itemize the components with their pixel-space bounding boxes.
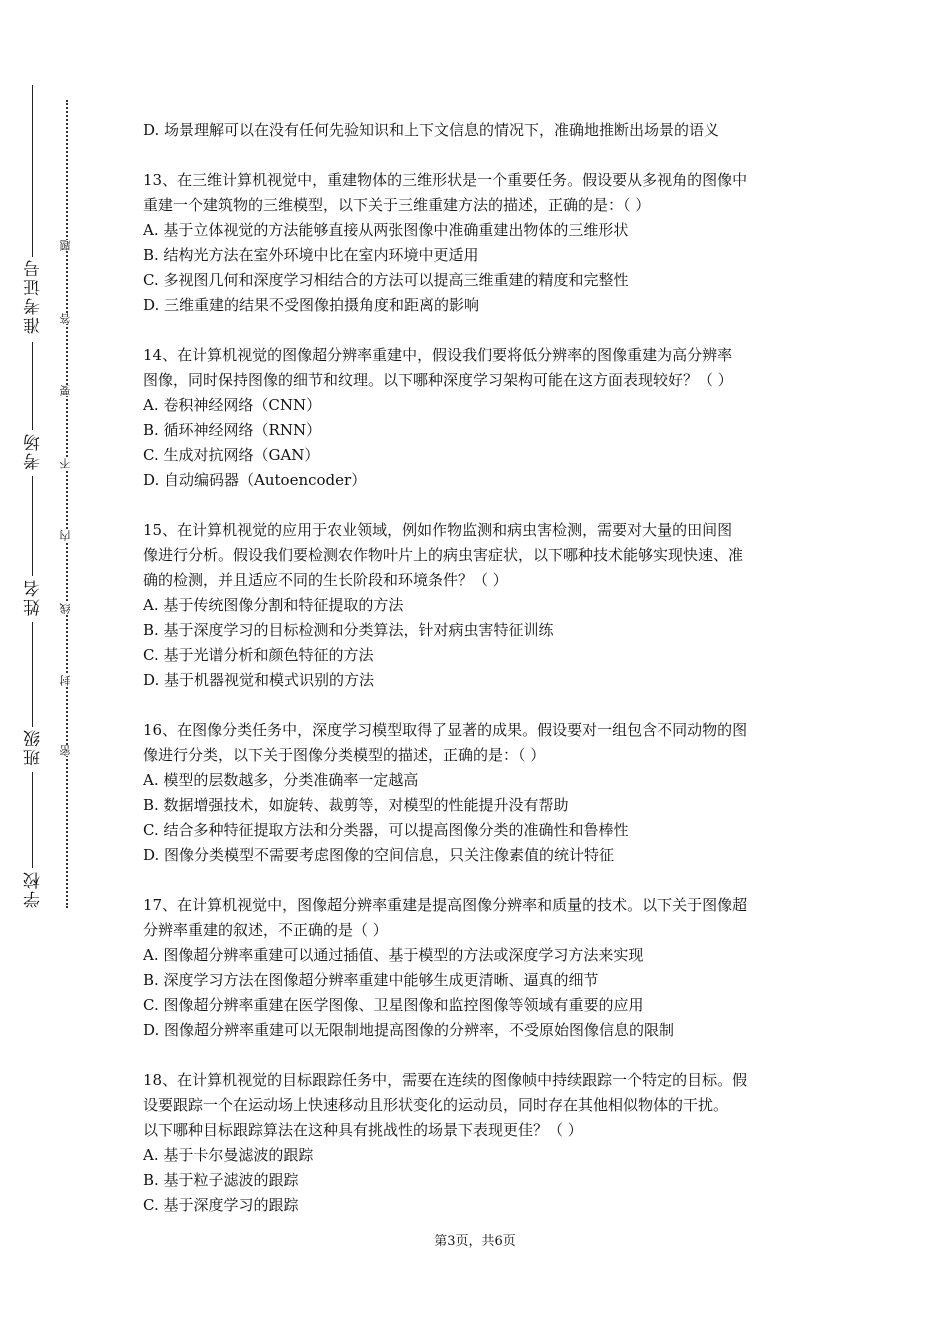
question-15 [143, 518, 813, 693]
option-b: B. 循环神经网络（RNN） [143, 421, 322, 439]
option-b: B. 数据增强技术，如旋转、裁剪等，对模型的性能提升没有帮助 [143, 796, 569, 814]
option-d: D. 图像分类模型不需要考虑图像的空间信息，只关注像素值的统计特征 [143, 846, 615, 864]
seal-char: 密 [59, 745, 75, 756]
question-text: 18、在计算机视觉的目标跟踪任务中，需要在连续的图像帧中持续跟踪一个特定的目标。假 [143, 1071, 748, 1089]
option-d: D. 基于机器视觉和模式识别的方法 [143, 671, 375, 689]
question-text: 图像，同时保持图像的细节和纹理。以下哪种深度学习架构可能在这方面表现较好？（ ） [143, 371, 733, 389]
option-a: A. 图像超分辨率重建可以通过插值、基于模型的方法或深度学习方法来实现 [143, 946, 644, 964]
question-14 [143, 343, 813, 493]
option-b: B. 结构光方法在室外环境中比在室内环境中更适用 [143, 246, 479, 264]
question-text: 17、在计算机视觉中，图像超分辨率重建是提高图像分辨率和质量的技术。以下关于图像超 [143, 896, 748, 914]
field-line [32, 342, 33, 430]
question-text: 以下哪种目标跟踪算法在这种具有挑战性的场景下表现更佳？（ ） [143, 1121, 583, 1139]
seal-char: 不 [59, 458, 75, 469]
seal-char: 内 [59, 530, 75, 541]
question-text: 13、在三维计算机视觉中，重建物体的三维形状是一个重要任务。假设要从多视角的图像中 [143, 171, 748, 189]
question-13 [143, 168, 813, 318]
question-16 [143, 718, 813, 868]
option-d: D. 图像超分辨率重建可以无限制地提高图像的分辨率，不受原始图像信息的限制 [143, 1021, 675, 1039]
question-17 [143, 893, 813, 1043]
question-text: 确的检测，并且适应不同的生长阶段和环境条件？（ ） [143, 571, 508, 589]
option-d: D. 三维重建的结果不受图像拍摄角度和距离的影响 [143, 296, 480, 314]
option-c: C. 基于深度学习的跟踪 [143, 1196, 299, 1214]
question-text: 像进行分类，以下关于图像分类模型的描述，正确的是：（ ） [143, 746, 546, 764]
seal-char: 题 [59, 240, 75, 251]
binding-margin [22, 80, 52, 910]
option-a: A. 卷积神经网络（CNN） [143, 396, 322, 414]
option-a: A. 基于传统图像分割和特征提取的方法 [143, 596, 404, 614]
question-text: 16、在图像分类任务中，深度学习模型取得了显著的成果。假设要对一组包含不同动物的图 [143, 721, 748, 739]
option-b: B. 基于粒子滤波的跟踪 [143, 1171, 299, 1189]
field-exam-room-label: 考场 [24, 432, 44, 470]
option-a: A. 模型的层数越多，分类准确率一定越高 [143, 771, 419, 789]
question-18 [143, 1068, 813, 1218]
field-line [32, 85, 33, 257]
field-name-label: 姓名 [24, 578, 44, 616]
field-line [32, 772, 33, 868]
option-b: B. 深度学习方法在图像超分辨率重建中能够生成更清晰、逼真的细节 [143, 971, 599, 989]
question-text: 像进行分析。假设我们要检测农作物叶片上的病虫害症状，以下哪种技术能够实现快速、准 [143, 546, 744, 564]
seal-char: 线 [59, 603, 75, 614]
question-text: 分辨率重建的叙述，不正确的是（ ） [143, 921, 388, 939]
field-line [32, 476, 33, 576]
option-c: C. 结合多种特征提取方法和分类器，可以提高图像分类的准确性和鲁棒性 [143, 821, 629, 839]
question-text: 设要跟踪一个在运动场上快速移动且形状变化的运动员，同时存在其他相似物体的干扰。 [143, 1096, 729, 1114]
field-class-label: 班级 [24, 728, 44, 766]
option: D. 场景理解可以在没有任何先验知识和上下文信息的情况下，准确地推断出场景的语义 [143, 121, 720, 139]
page-number: 第3页，共6页 [434, 1234, 516, 1249]
seal-char: 要 [59, 385, 75, 396]
option-d: D. 自动编码器（Autoencoder） [143, 471, 367, 489]
field-line [32, 622, 33, 727]
option-c: C. 图像超分辨率重建在医学图像、卫星图像和监控图像等领域有重要的应用 [143, 996, 644, 1014]
question-text: 15、在计算机视觉的应用于农业领域，例如作物监测和病虫害检测，需要对大量的田间图 [143, 521, 733, 539]
option-c: C. 生成对抗网络（GAN） [143, 446, 320, 464]
option-c: C. 多视图几何和深度学习相结合的方法可以提高三维重建的精度和完整性 [143, 271, 629, 289]
field-exam-number-label: 准考证号 [24, 258, 44, 334]
seal-char: 答 [59, 313, 75, 324]
question-content [143, 118, 813, 1243]
seal-char: 封 [59, 675, 75, 686]
field-school-label: 学校 [24, 870, 44, 908]
question-text: 重建一个建筑物的三维模型，以下关于三维重建方法的描述，正确的是：（ ） [143, 196, 651, 214]
option-c: C. 基于光谱分析和颜色特征的方法 [143, 646, 374, 664]
seal-dotted-line [66, 100, 68, 908]
question-text: 14、在计算机视觉的图像超分辨率重建中，假设我们要将低分辨率的图像重建为高分辨率 [143, 346, 733, 364]
prev-question-tail [143, 118, 813, 143]
option-a: A. 基于立体视觉的方法能够直接从两张图像中准确重建出物体的三维形状 [143, 221, 629, 239]
option-b: B. 基于深度学习的目标检测和分类算法，针对病虫害特征训练 [143, 621, 554, 639]
option-a: A. 基于卡尔曼滤波的跟踪 [143, 1146, 314, 1164]
